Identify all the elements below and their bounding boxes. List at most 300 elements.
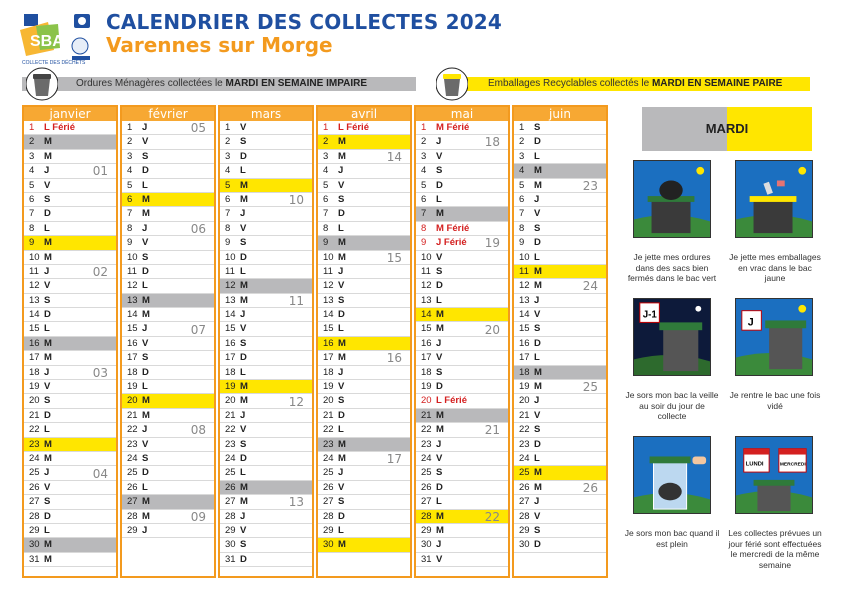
day-row [416, 179, 508, 193]
day-row [24, 236, 116, 250]
day-letter: M [44, 337, 52, 349]
day-row [514, 222, 606, 236]
day-number: 16 [225, 337, 236, 349]
day-row [24, 150, 116, 164]
day-letter: V [436, 251, 443, 263]
day-row [416, 481, 508, 495]
day-letter: J [534, 496, 540, 508]
day-number: 17 [519, 352, 530, 364]
day-row [24, 524, 116, 538]
day-row [318, 394, 410, 408]
day-row [416, 394, 508, 408]
day-row [514, 251, 606, 265]
day-letter: M [240, 179, 248, 191]
day-row [514, 495, 606, 509]
day-row [24, 394, 116, 408]
day-row [514, 193, 606, 207]
day-letter: D [338, 510, 345, 522]
day-letter: S [338, 395, 345, 407]
day-letter: S [534, 323, 541, 335]
week-number: 08 [190, 423, 206, 438]
day-letter: M [142, 309, 150, 321]
day-letter: S [44, 193, 51, 205]
day-number: 23 [225, 438, 236, 450]
day-row [318, 380, 410, 394]
day-letter: D [534, 438, 541, 450]
day-letter: V [436, 553, 443, 565]
day-number: 13 [421, 294, 432, 306]
day-number: 21 [127, 409, 138, 421]
sba-logo [14, 10, 100, 68]
day-number: 13 [519, 294, 530, 306]
day-letter: V [142, 237, 149, 249]
day-number: 13 [323, 294, 334, 306]
day-number: 25 [29, 467, 40, 479]
badge-j-1: J-1 [642, 309, 657, 321]
day-letter: S [534, 424, 541, 436]
day-letter: S [436, 467, 443, 479]
day-row [318, 135, 410, 149]
day-letter: V [338, 179, 345, 191]
day-number: 24 [323, 452, 334, 464]
day-row [514, 236, 606, 250]
tip-caption-4: Je rentre le bac une fois vidé [729, 390, 821, 411]
day-letter: S [240, 136, 247, 148]
day-letter: D [534, 539, 541, 551]
legend-grey-text: Ordures Ménagères collectées le [76, 78, 223, 89]
day-row [24, 380, 116, 394]
day-number: 14 [225, 309, 236, 321]
month-1 [120, 105, 216, 578]
day-number: 15 [519, 323, 530, 335]
day-letter: M [142, 193, 150, 205]
day-row [220, 452, 312, 466]
day-letter: V [534, 208, 541, 220]
day-number: 23 [421, 438, 432, 450]
day-number: 8 [323, 222, 329, 234]
page-title: CALENDRIER DES COLLECTES 2024 [106, 10, 503, 34]
day-number: 8 [225, 222, 231, 234]
day-number: 6 [225, 193, 231, 205]
day-row [318, 524, 410, 538]
day-row [122, 135, 214, 149]
legend-household-waste [22, 77, 416, 91]
day-letter: S [436, 165, 443, 177]
day-row [122, 481, 214, 495]
day-number: 12 [127, 280, 138, 292]
day-number: 5 [323, 179, 329, 191]
day-letter: M [338, 251, 346, 263]
month-3 [316, 105, 412, 578]
day-row [416, 495, 508, 509]
day-number: 17 [225, 352, 236, 364]
day-letter: S [240, 337, 247, 349]
day-number: 10 [127, 251, 138, 263]
day-number: 6 [323, 193, 329, 205]
week-number: 19 [484, 236, 500, 251]
day-letter: J [436, 136, 442, 148]
day-row [220, 553, 312, 567]
day-letter: J [338, 366, 344, 378]
month-header: février [122, 107, 214, 121]
day-letter: D [240, 352, 247, 364]
day-number: 18 [421, 366, 432, 378]
day-letter: M [338, 136, 346, 148]
day-number: 20 [323, 395, 334, 407]
day-row [122, 409, 214, 423]
day-letter: M [534, 467, 542, 479]
day-row [514, 337, 606, 351]
day-letter: S [240, 438, 247, 450]
day-row [318, 481, 410, 495]
day-number: 9 [225, 237, 231, 249]
day-row [220, 538, 312, 552]
day-row [416, 294, 508, 308]
legend-grey-bold: MARDI EN SEMAINE IMPAIRE [225, 78, 368, 89]
day-row [514, 524, 606, 538]
day-letter: V [436, 352, 443, 364]
day-row [24, 193, 116, 207]
day-letter: M [436, 323, 444, 335]
day-letter: D [240, 150, 247, 162]
day-letter: M [436, 524, 444, 536]
day-number: 11 [127, 265, 137, 277]
day-number: 17 [29, 352, 40, 364]
day-letter: J [534, 193, 540, 205]
day-number: 2 [421, 136, 427, 148]
day-row [24, 495, 116, 509]
day-row [416, 366, 508, 380]
day-letter: S [338, 294, 345, 306]
day-row [318, 337, 410, 351]
day-letter: V [534, 510, 541, 522]
day-row [24, 279, 116, 293]
day-letter: S [534, 122, 541, 133]
day-number: 10 [323, 251, 334, 263]
day-letter: D [534, 136, 541, 148]
day-number: 13 [127, 294, 138, 306]
day-number: 28 [127, 510, 138, 522]
day-number: 26 [421, 481, 432, 493]
day-letter: M [44, 251, 52, 263]
day-number: 20 [29, 395, 40, 407]
day-letter: M [436, 510, 444, 522]
day-row [220, 481, 312, 495]
day-row [122, 193, 214, 207]
day-letter: L [338, 524, 344, 536]
day-letter: S [44, 294, 51, 306]
day-row [318, 179, 410, 193]
day-row [318, 193, 410, 207]
day-row [220, 438, 312, 452]
day-letter: M [534, 265, 542, 277]
day-letter: M [240, 294, 248, 306]
day-row [514, 452, 606, 466]
day-row [318, 265, 410, 279]
month-header: juin [514, 107, 606, 121]
day-letter: M [44, 136, 52, 148]
day-row [122, 366, 214, 380]
day-letter: M [44, 237, 52, 249]
day-letter: M [534, 366, 542, 378]
day-row [220, 279, 312, 293]
day-letter: M [44, 539, 52, 551]
day-letter: M [142, 395, 150, 407]
day-number: 26 [225, 481, 236, 493]
day-number: 7 [421, 208, 427, 220]
day-letter: D [240, 553, 247, 565]
day-number: 19 [421, 381, 432, 393]
day-number: 2 [323, 136, 329, 148]
day-number: 12 [225, 280, 236, 292]
day-number: 13 [225, 294, 236, 306]
day-number: 12 [323, 280, 334, 292]
day-number: 1 [29, 122, 35, 133]
day-number: 22 [225, 424, 236, 436]
day-letter: D [44, 510, 51, 522]
day-row [514, 308, 606, 322]
day-row [122, 438, 214, 452]
day-letter: M [44, 352, 52, 364]
day-letter: D [436, 481, 443, 493]
week-number: 17 [386, 452, 402, 467]
day-letter: S [142, 150, 149, 162]
day-number: 23 [323, 438, 334, 450]
day-letter: J [142, 323, 148, 335]
day-row [24, 510, 116, 524]
day-letter: D [240, 452, 247, 464]
day-number: 11 [323, 265, 333, 277]
day-number: 3 [225, 150, 231, 162]
day-row [24, 222, 116, 236]
day-row [220, 351, 312, 365]
day-row [24, 438, 116, 452]
day-row [514, 207, 606, 221]
day-number: 30 [519, 539, 530, 551]
day-number: 15 [29, 323, 40, 335]
day-number: 3 [323, 150, 329, 162]
week-number: 02 [92, 265, 108, 279]
day-number: 4 [519, 165, 525, 177]
day-letter: V [44, 381, 51, 393]
day-number: 27 [421, 496, 432, 508]
day-row [24, 308, 116, 322]
day-letter: S [436, 265, 443, 277]
day-number: 19 [225, 381, 236, 393]
holiday-calendar-icon [735, 436, 813, 514]
day-row [514, 423, 606, 437]
legend-yellow-text: Emballages Recyclables collectés le [488, 78, 650, 89]
day-letter: V [240, 122, 247, 133]
day-row [122, 179, 214, 193]
day-row [24, 452, 116, 466]
day-letter: M [44, 452, 52, 464]
tip-caption-5: Je sors mon bac quand il est plein [624, 528, 720, 549]
day-number: 28 [421, 510, 432, 522]
day-letter: M [142, 510, 150, 522]
day-letter: J [142, 524, 148, 536]
day-letter: M [142, 496, 150, 508]
day-number: 29 [323, 524, 334, 536]
day-number: 26 [29, 481, 40, 493]
day-row [220, 236, 312, 250]
day-row [416, 265, 508, 279]
day-letter: V [142, 136, 149, 148]
day-number: 14 [323, 309, 334, 321]
day-letter: M [240, 496, 248, 508]
day-row [416, 222, 508, 236]
day-number: 6 [421, 193, 427, 205]
day-number: 6 [519, 193, 525, 205]
week-number: 21 [484, 423, 500, 438]
day-number: 16 [127, 337, 138, 349]
collection-day-box [642, 107, 812, 151]
day-letter: J [436, 438, 442, 450]
week-number: 13 [288, 495, 304, 510]
day-letter: L [142, 381, 148, 393]
day-row [220, 135, 312, 149]
day-number: 1 [323, 122, 329, 133]
day-number: 2 [127, 136, 133, 148]
day-row [220, 423, 312, 437]
day-row [514, 438, 606, 452]
day-number: 11 [29, 265, 39, 277]
day-letter: V [44, 179, 51, 191]
legend-yellow-bold: MARDI EN SEMAINE PAIRE [651, 78, 783, 89]
day-letter: L [142, 280, 148, 292]
day-number: 9 [29, 237, 35, 249]
day-row [318, 222, 410, 236]
day-row [416, 351, 508, 365]
day-number: 10 [225, 251, 236, 263]
day-letter: M [240, 280, 248, 292]
day-letter: M [436, 208, 444, 220]
month-2 [218, 105, 314, 578]
day-row [416, 380, 508, 394]
day-letter: V [338, 280, 345, 292]
day-letter: J [534, 395, 540, 407]
day-letter: J [436, 539, 442, 551]
day-letter: J [338, 165, 344, 177]
day-row [514, 409, 606, 423]
day-letter: D [142, 366, 149, 378]
week-number: 10 [288, 193, 304, 207]
day-row [318, 510, 410, 524]
day-number: 19 [29, 381, 40, 393]
day-number: 13 [29, 294, 40, 306]
day-row [514, 322, 606, 336]
day-row [122, 351, 214, 365]
day-letter: J [44, 467, 50, 479]
day-letter: D [142, 165, 149, 177]
day-number: 8 [29, 222, 35, 234]
day-number: 7 [519, 208, 525, 220]
day-number: 29 [225, 524, 236, 536]
day-letter: L [44, 222, 50, 234]
day-letter: L [436, 193, 442, 205]
day-number: 16 [323, 337, 334, 349]
day-row [122, 164, 214, 178]
day-row [416, 538, 508, 552]
day-row [24, 553, 116, 567]
day-number: 1 [519, 122, 525, 133]
day-row [24, 423, 116, 437]
day-row [416, 150, 508, 164]
day-row [416, 409, 508, 423]
week-number: 22 [484, 509, 500, 524]
day-letter: D [240, 251, 247, 263]
day-number: 14 [421, 309, 432, 321]
week-number: 14 [386, 149, 402, 164]
day-number: 18 [225, 366, 236, 378]
day-letter: D [44, 409, 51, 421]
day-row [416, 553, 508, 567]
day-row [24, 121, 116, 135]
day-row [318, 207, 410, 221]
day-number: 21 [225, 409, 236, 421]
day-letter: M [436, 409, 444, 421]
day-number: 3 [29, 150, 35, 162]
day-row [220, 366, 312, 380]
day-row [318, 366, 410, 380]
day-number: 9 [323, 237, 329, 249]
day-number: 1 [421, 122, 427, 133]
badge-j: J [747, 316, 754, 329]
day-number: 22 [323, 424, 334, 436]
day-number: 30 [421, 539, 432, 551]
day-letter: V [142, 438, 149, 450]
day-number: 28 [519, 510, 530, 522]
tip-caption-1: Je jette mes ordures dans des sacs bien fermés dans le bac vert [627, 252, 717, 283]
day-number: 28 [225, 510, 236, 522]
day-number: 5 [519, 179, 525, 191]
day-number: 31 [421, 553, 432, 565]
day-row [514, 150, 606, 164]
day-number: 26 [127, 481, 138, 493]
day-row [220, 222, 312, 236]
tip-caption-3: Je sors mon bac la veille au soir du jour de collecte [625, 390, 719, 421]
day-letter: M [338, 452, 346, 464]
day-number: 7 [225, 208, 231, 220]
day-letter: L [436, 496, 442, 508]
day-letter: M Férié [436, 122, 470, 133]
day-number: 3 [519, 150, 525, 162]
day-number: 29 [29, 524, 40, 536]
day-number: 14 [29, 309, 40, 321]
day-number: 16 [29, 337, 40, 349]
day-row [220, 510, 312, 524]
day-number: 25 [421, 467, 432, 479]
week-number: 15 [386, 250, 402, 265]
day-row [220, 207, 312, 221]
day-number: 9 [127, 237, 133, 249]
cal-left-label: LUNDI [745, 461, 764, 468]
day-number: 28 [29, 510, 40, 522]
day-letter: S [436, 366, 443, 378]
day-number: 18 [29, 366, 40, 378]
day-row [220, 524, 312, 538]
month-header: mai [416, 107, 508, 121]
day-row [220, 409, 312, 423]
day-letter: L Férié [436, 395, 467, 407]
day-letter: J [240, 510, 246, 522]
day-number: 27 [225, 496, 236, 508]
day-row [220, 121, 312, 135]
day-letter: S [240, 539, 247, 551]
day-letter: M [338, 438, 346, 450]
day-row [122, 380, 214, 394]
day-row [122, 524, 214, 538]
